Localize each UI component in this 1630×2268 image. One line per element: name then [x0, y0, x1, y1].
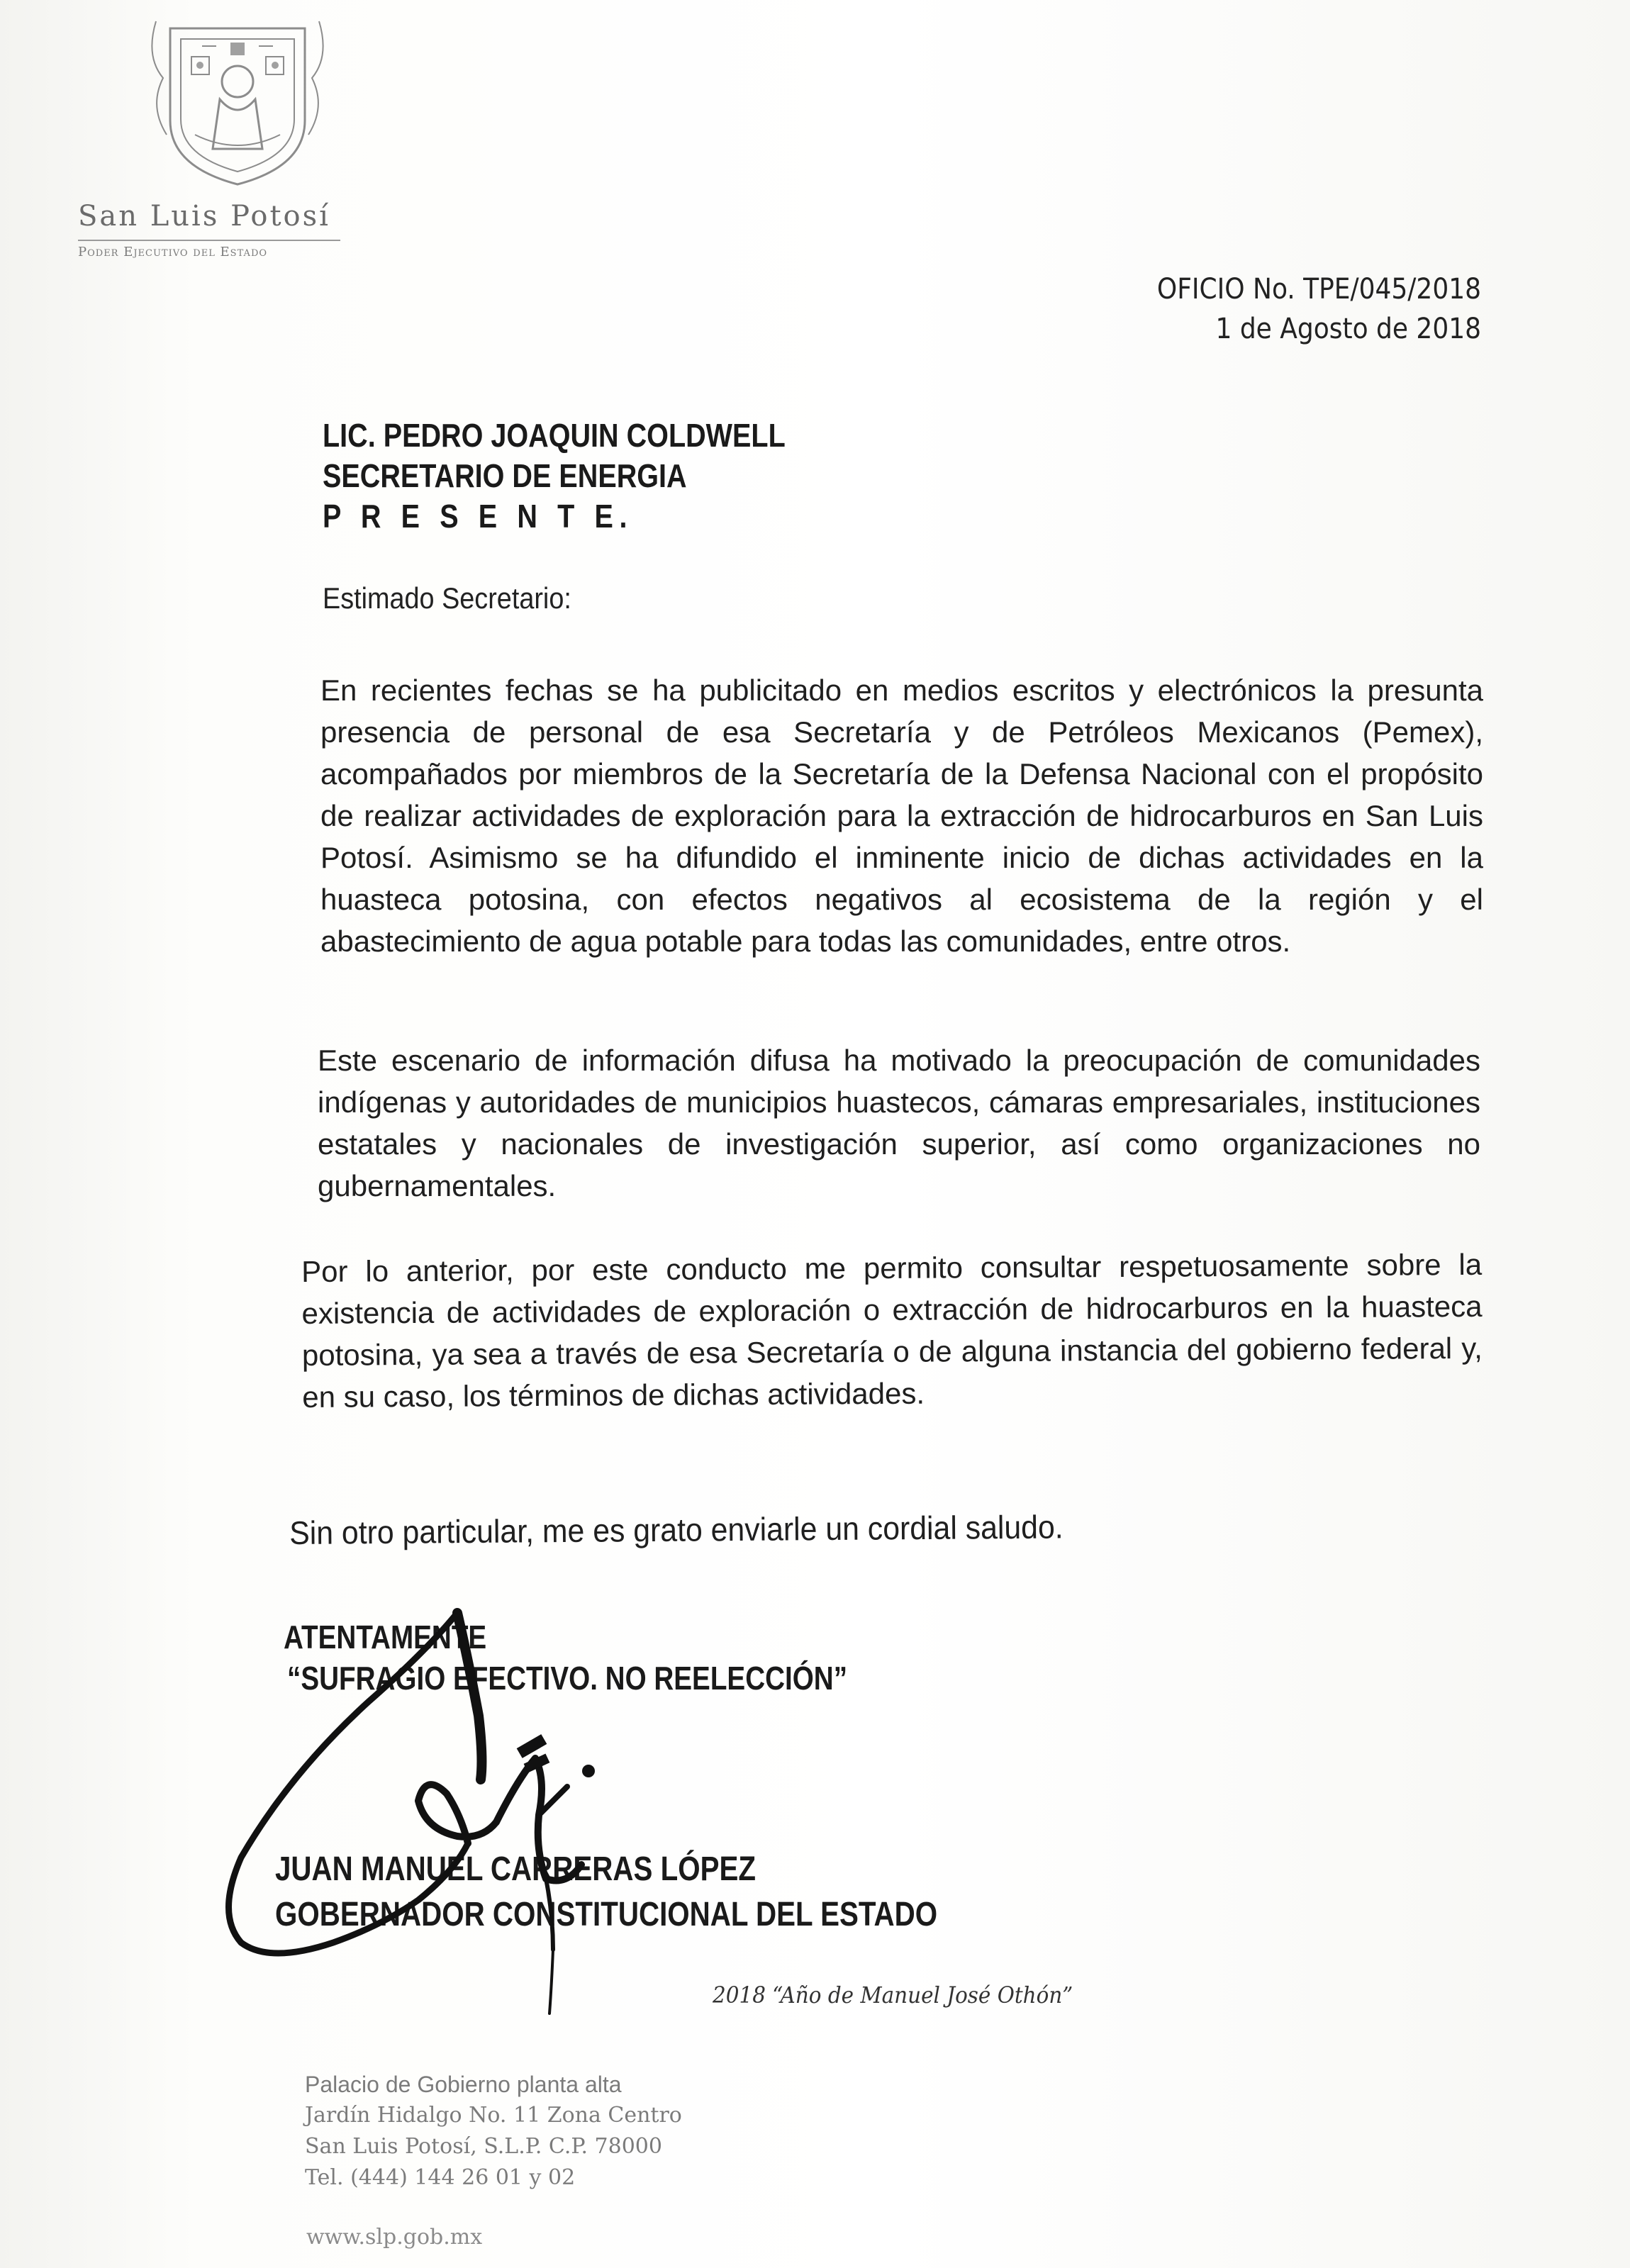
paragraph-text: Por lo anterior, por este conducto me permito consultar respetuosamente sobre la existencia de actividades de exploración o extracción de hidrocarburos en la huasteca potosina, ya sea a través de esa Secretaría o de alguna instancia del gobierno federal y, en su caso, los términos de dichas actividades. [301, 1247, 1483, 1414]
state-subtitle: Poder Ejecutivo del Estado [78, 245, 268, 259]
letter-date: 1 de Agosto de 2018 [1215, 313, 1481, 345]
body-paragraph-2 [318, 1039, 1480, 1207]
state-coat-of-arms-icon [142, 14, 333, 191]
signer-block [275, 1847, 937, 1938]
body-paragraph-3 [301, 1244, 1483, 1418]
addressee-position: SECRETARIO DE ENERGIA [323, 457, 687, 494]
footer-address [305, 2069, 682, 2194]
paragraph-text: Este escenario de información difusa ha motivado la preocupación de comunidades indígenas y autoridades de municipios huastecos, cámaras empresariales, instituciones estatales y nacionales de investigación superior, así como organizaciones no gubernamentales. [318, 1044, 1480, 1202]
oficio-number: OFICIO No. TPE/045/2018 [1156, 273, 1481, 306]
footer-line-2: Jardín Hidalgo No. 11 Zona Centro [305, 2103, 682, 2128]
paragraph-text: En recientes fechas se ha publicitado en medios escritos y electrónicos la presunta presencia de personal de esa Secretaría y de Petróleos Mexicanos (Pemex), acompañados por miembros de la Secretaría de la Defensa Nacional con el propósito de realizar actividades de exploración para la extracción de hidrocarburos en San Luis Potosí. Asimismo se ha difundido el inminente inicio de dichas actividades en la huasteca potosina, con efectos negativos al ecosistema de la región y el abastecimiento de agua potable para todas las comunidades, entre otros. [320, 674, 1483, 958]
footer-website: www.slp.gob.mx [306, 2225, 483, 2250]
signer-name: JUAN MANUEL CARRERAS LÓPEZ [275, 1850, 757, 1888]
state-name: San Luis Potosí [78, 200, 330, 233]
footer-line-1: Palacio de Gobierno planta alta [305, 2072, 622, 2097]
closing-line: Sin otro particular, me es grato enviarle un cordial saludo. [289, 1508, 1064, 1551]
signer-title: GOBERNADOR CONSTITUCIONAL DEL ESTADO [275, 1896, 938, 1933]
addressee-block [323, 415, 786, 537]
greeting: Estimado Secretario: [323, 581, 571, 615]
reference-block [1157, 269, 1481, 349]
presente-line: P R E S E N T E. [323, 498, 634, 535]
footer-line-4: Tel. (444) 144 26 01 y 02 [305, 2165, 576, 2190]
footer-line-3: San Luis Potosí, S.L.P. C.P. 78000 [305, 2134, 662, 2159]
addressee-name: LIC. PEDRO JOAQUIN COLDWELL [323, 417, 786, 454]
year-motto: 2018 “Año de Manuel José Othón” [713, 1982, 1073, 2009]
lema: “SUFRAGIO EFECTIVO. NO REELECCIÓN” [287, 1660, 848, 1697]
body-paragraph-1 [320, 669, 1483, 962]
letterhead-divider [78, 240, 340, 241]
atentamente: ATENTAMENTE [284, 1619, 487, 1655]
